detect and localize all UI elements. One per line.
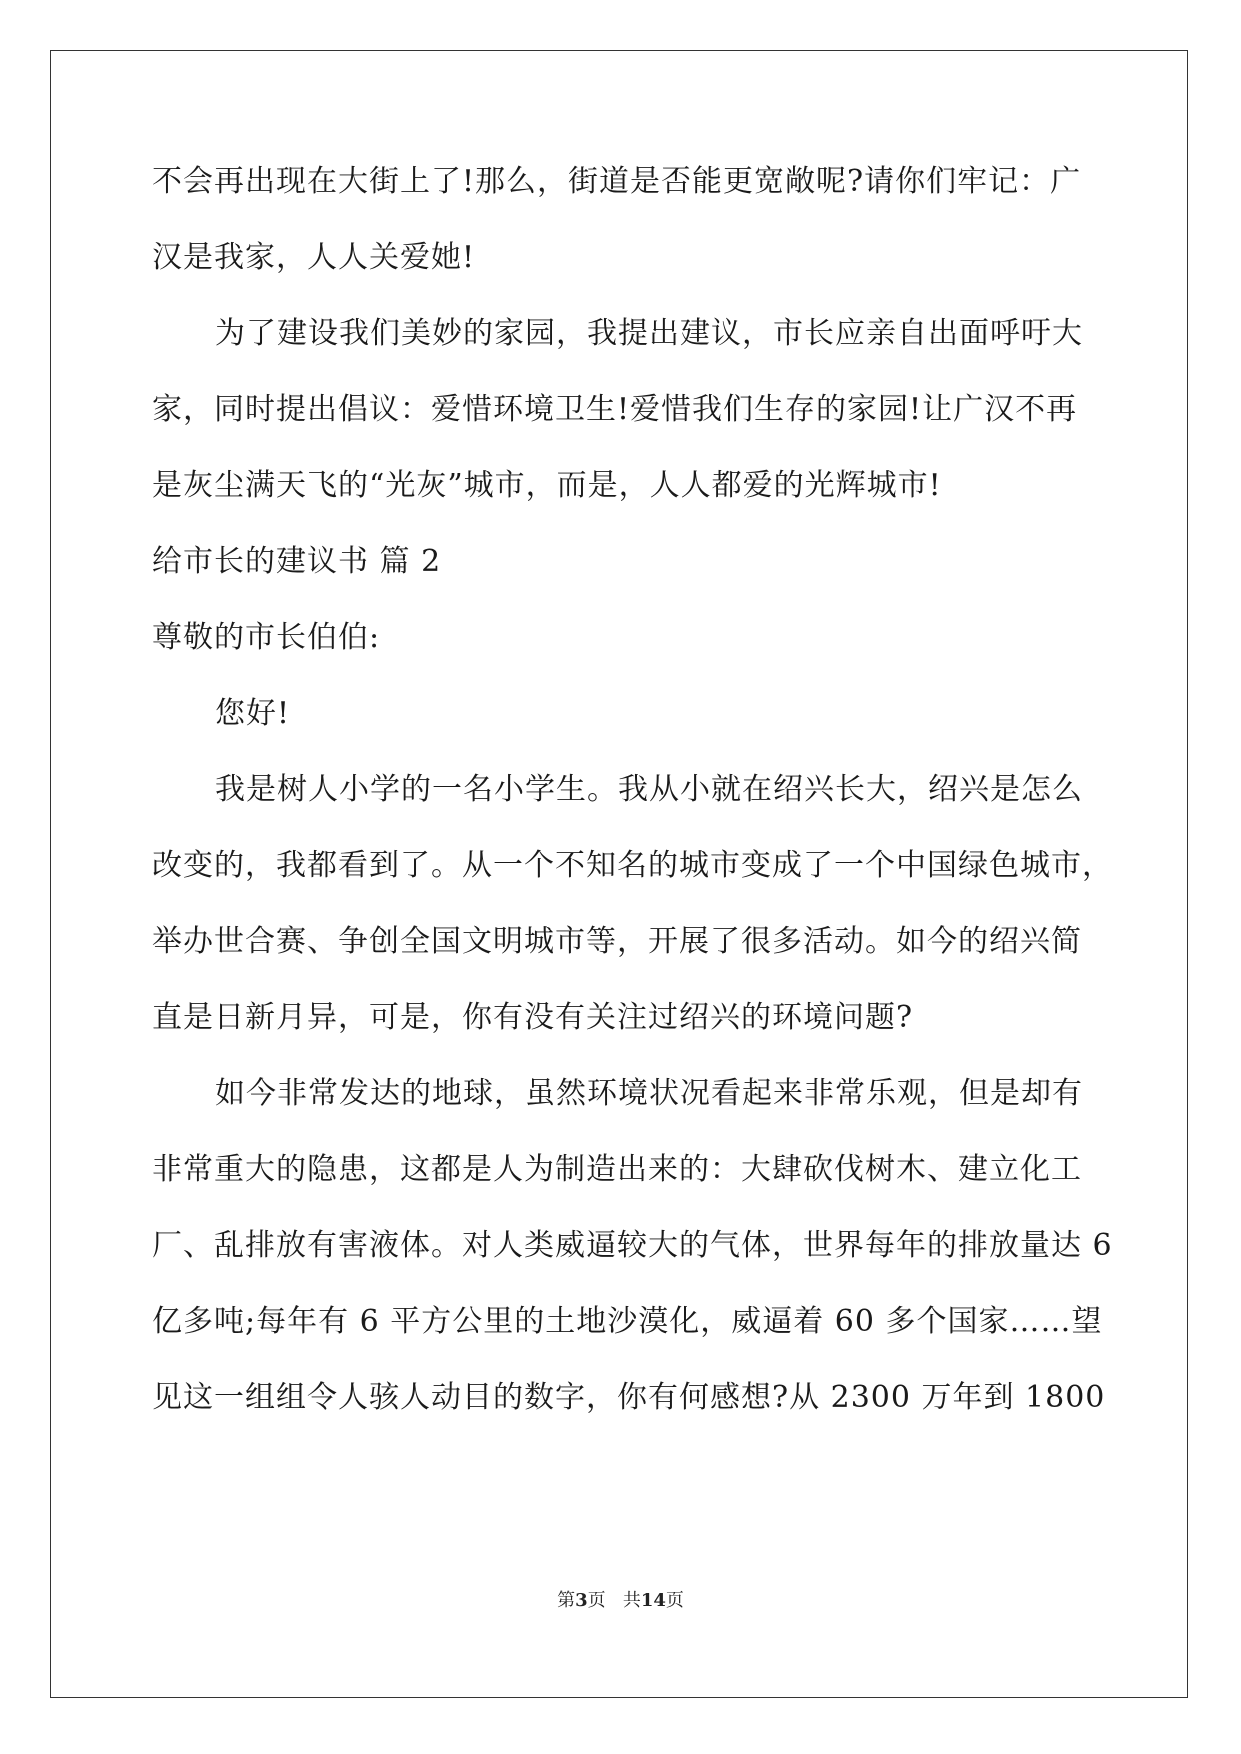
text-line: 是灰尘满天飞的“光灰”城市，而是，人人都爱的光辉城市!: [152, 468, 942, 503]
footer-page-number: 3: [575, 1590, 588, 1611]
text-line: 不会再出现在大街上了!那么，街道是否能更宽敞呢?请你们牢记：广: [152, 164, 1082, 199]
footer-page-suffix: 页: [587, 1590, 606, 1611]
salutation: 尊敬的市长伯伯:: [152, 620, 381, 655]
document-body: [152, 162, 1113, 1454]
text-line: 家，同时提出倡议：爱惜环境卫生!爱惜我们生存的家园!让广汉不再: [152, 392, 1078, 427]
text-line: 亿多吨;每年有 6 平方公里的土地沙漠化，威逼着 60 多个国家……望: [152, 1304, 1103, 1339]
text-line: 见这一组组令人骇人动目的数字，你有何感想?从 2300 万年到 1800: [152, 1380, 1106, 1415]
footer-total-suffix: 页: [665, 1590, 684, 1611]
footer-total-prefix: 共: [622, 1590, 641, 1611]
text-line: 厂、乱排放有害液体。对人类威逼较大的气体，世界每年的排放量达 6: [152, 1228, 1113, 1263]
text-line: 如今非常发达的地球，虽然环境状况看起来非常乐观，但是却有: [215, 1076, 1083, 1111]
footer-total-pages: 14: [640, 1590, 666, 1611]
page-footer: [0, 1586, 1241, 1612]
greeting: 您好!: [215, 696, 291, 731]
footer-page-prefix: 第: [557, 1590, 576, 1611]
text-line: 直是日新月异，可是，你有没有关注过绍兴的环境问题?: [152, 1000, 914, 1035]
text-line: 汉是我家，人人关爱她!: [152, 240, 476, 275]
text-line: 我是树人小学的一名小学生。我从小就在绍兴长大，绍兴是怎么: [215, 772, 1083, 807]
text-line: 举办世合赛、争创全国文明城市等，开展了很多活动。如今的绍兴简: [152, 924, 1082, 959]
text-line: 为了建设我们美妙的家园，我提出建议，市长应亲自出面呼吁大: [215, 316, 1083, 351]
section-heading: 给市长的建议书 篇 2: [152, 544, 442, 579]
text-line: 非常重大的隐患，这都是人为制造出来的：大肆砍伐树木、建立化工: [152, 1152, 1082, 1187]
text-line: 改变的，我都看到了。从一个不知名的城市变成了一个中国绿色城市，: [152, 848, 1113, 883]
